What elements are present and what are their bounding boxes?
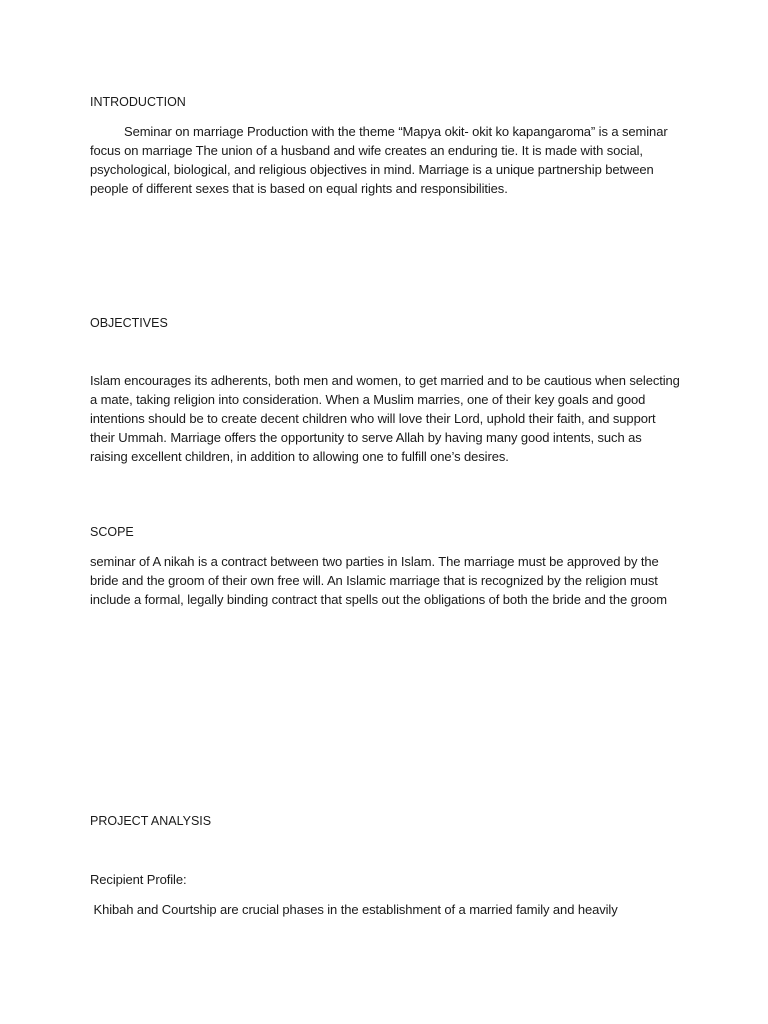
project-analysis-heading: PROJECT ANALYSIS [90,814,212,828]
introduction-heading: INTRODUCTION [90,95,186,109]
recipient-profile-paragraph: Khibah and Courtship are crucial phases in the establishment of a married family and heavily [90,902,618,917]
introduction-paragraph: Seminar on marriage Production with the theme “Mapya okit- okit ko kapangaroma” is a seminar focus on marriage The union of a husband and wife creates an enduring tie. It is made with social, psychological, biological, and religious objectives in mind. Marriage is a unique partnership between people of different sexes that is based on equal rights and responsibilities. [90,124,668,196]
recipient-profile-subheading: Recipient Profile: [90,872,187,887]
scope-heading: SCOPE [90,525,134,539]
objectives-heading: OBJECTIVES [90,316,168,330]
scope-paragraph: seminar of A nikah is a contract between two parties in Islam. The marriage must be approved by the bride and the groom of their own free will. An Islamic marriage that is recognized by the religion must include a formal, legally binding contract that spells out the obligations of both the bride and the groom [90,554,667,607]
objectives-paragraph: Islam encourages its adherents, both men and women, to get married and to be cautious when selecting a mate, taking religion into consideration. When a Muslim marries, one of their key goals and good intentions should be to create decent children who will love their Lord, uphold their faith, and support their Ummah. Marriage offers the opportunity to serve Allah by having many good intents, such as raising excellent children, in addition to allowing one to fulfill one’s desires. [90,373,680,464]
